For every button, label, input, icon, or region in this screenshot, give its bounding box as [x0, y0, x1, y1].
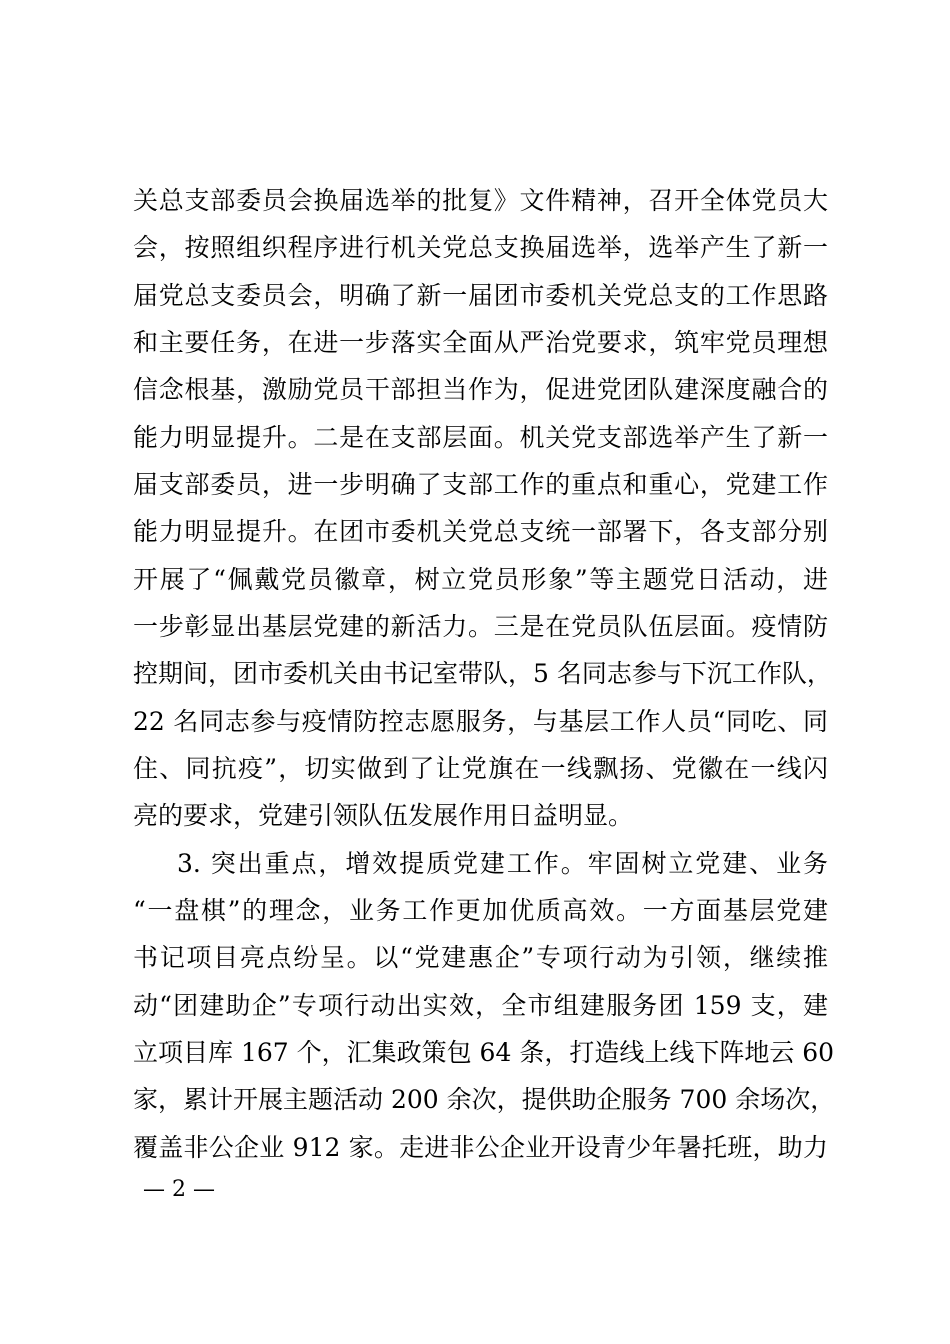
text-line-12: 22 名同志参与疫情防控志愿服务，与基层工作人员“同吃、同: [133, 707, 828, 736]
text-line-14: 亮的要求，党建引领队伍发展作用日益明显。: [133, 801, 634, 830]
text-line-8: 能力明显提升。在团市委机关党总支统一部署下，各支部分别: [133, 517, 828, 546]
text-line-9: 开展了“佩戴党员徽章，树立党员形象”等主题党日活动，进: [133, 565, 828, 594]
text-line-1: 关总支部委员会换届选举的批复》文件精神，召开全体党员大: [133, 186, 828, 215]
text-line-15: 3. 突出重点，增效提质党建工作。牢固树立党建、业务: [177, 849, 828, 878]
text-line-3: 届党总支委员会，明确了新一届团市委机关党总支的工作思路: [133, 281, 828, 310]
text-line-5: 信念根基，激励党员干部担当作为，促进党团队建深度融合的: [133, 375, 828, 404]
text-line-6: 能力明显提升。二是在支部层面。机关党支部选举产生了新一: [133, 423, 828, 452]
text-line-16: “一盘棋”的理念，业务工作更加优质高效。一方面基层党建: [133, 896, 828, 925]
text-line-17: 书记项目亮点纷呈。以“党建惠企”专项行动为引领，继续推: [133, 943, 828, 972]
text-line-13: 住、同抗疫”，切实做到了让党旗在一线飘扬、党徽在一线闪: [133, 754, 828, 783]
text-line-4: 和主要任务，在进一步落实全面从严治党要求，筑牢党员理想: [133, 328, 828, 357]
text-line-19: 立项目库 167 个，汇集政策包 64 条，打造线上线下阵地云 60: [133, 1038, 835, 1067]
text-line-21: 覆盖非公企业 912 家。走进非公企业开设青少年暑托班，助力: [133, 1133, 828, 1162]
page-number: — 2 —: [143, 1177, 215, 1202]
text-line-20: 家，累计开展主题活动 200 余次，提供助企服务 700 余场次，: [133, 1085, 836, 1114]
text-line-7: 届支部委员，进一步明确了支部工作的重点和重心，党建工作: [133, 470, 828, 499]
text-line-10: 一步彰显出基层党建的新活力。三是在党员队伍层面。疫情防: [133, 612, 828, 641]
text-line-18: 动“团建助企”专项行动出实效，全市组建服务团 159 支，建: [133, 991, 828, 1020]
text-line-2: 会，按照组织程序进行机关党总支换届选举，选举产生了新一: [133, 233, 828, 262]
text-line-11: 控期间，团市委机关由书记室带队，5 名同志参与下沉工作队，: [133, 659, 832, 688]
